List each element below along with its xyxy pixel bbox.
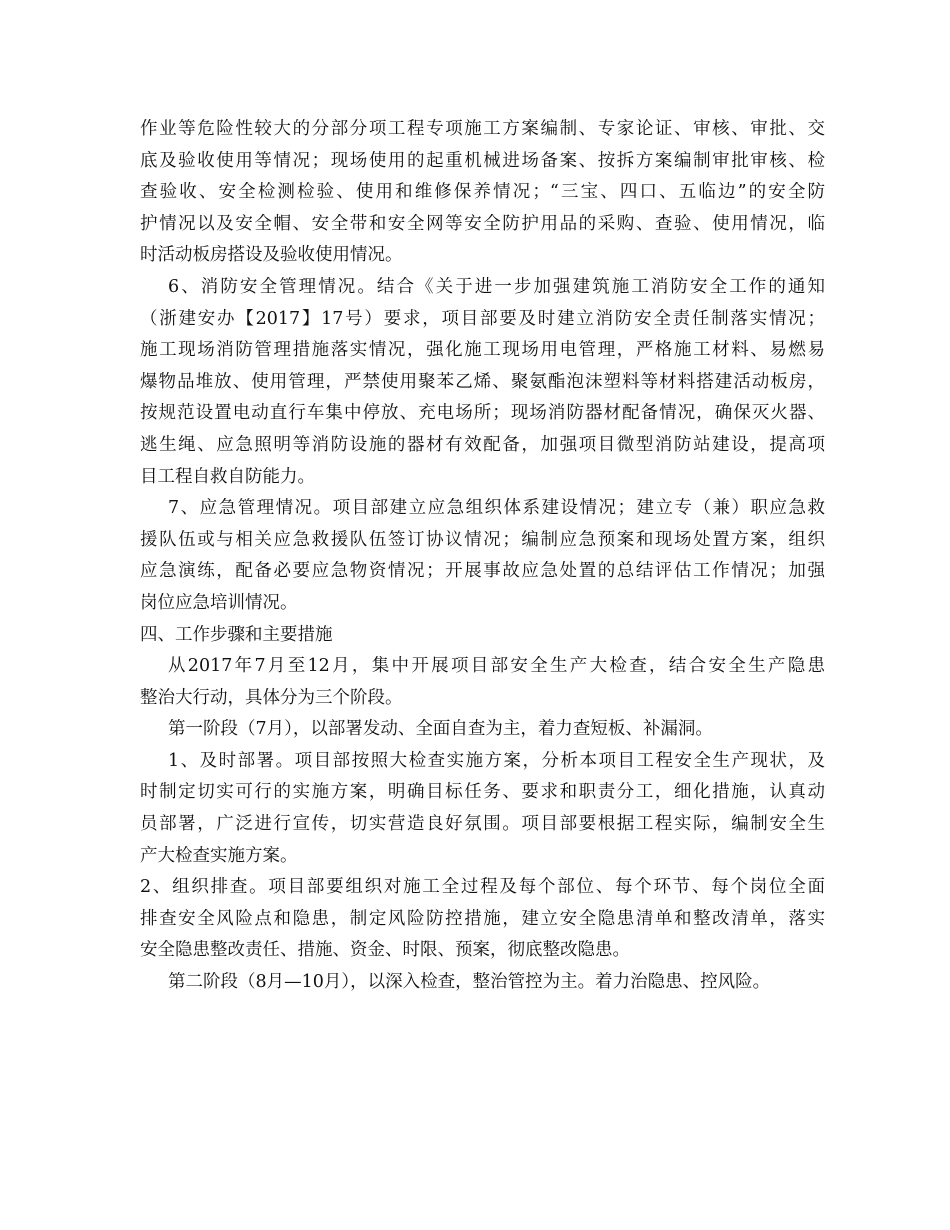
text-line: 整治大行动，具体分为三个阶段。 bbox=[140, 687, 403, 708]
text-line: 护情况以及安全帽、安全带和安全网等安全防护用品的采购、查验、使用情况，临 bbox=[140, 213, 825, 234]
text-line: 从2017年7月至12月，集中开展项目部安全生产大检查，结合安全生产隐患 bbox=[168, 656, 825, 677]
text-line: 爆物品堆放、使用管理，严禁使用聚苯乙烯、聚氨酯泡沫塑料等材料搭建活动板房， bbox=[140, 371, 825, 392]
text-line: （浙建安办【2017】17号）要求，项目部要及时建立消防安全责任制落实情况； bbox=[140, 308, 825, 329]
text-line: 目工程自救自防能力。 bbox=[140, 466, 315, 487]
document-body bbox=[140, 114, 825, 999]
text-line: 6、消防安全管理情况。结合《关于进一步加强建筑施工消防安全工作的通知 bbox=[168, 276, 825, 297]
text-line: 2、组织排查。项目部要组织对施工全过程及每个部位、每个环节、每个岗位全面 bbox=[140, 877, 825, 898]
text-line: 岗位应急培训情况。 bbox=[140, 592, 298, 613]
text-line: 7、应急管理情况。项目部建立应急组织体系建设情况；建立专（兼）职应急救 bbox=[168, 498, 825, 519]
text-line: 查验收、安全检测检验、使用和维修保养情况；“三宝、四口、五临边”的安全防 bbox=[140, 182, 825, 203]
text-line: 援队伍或与相关应急救援队伍签订协议情况；编制应急预案和现场处置方案，组织 bbox=[140, 529, 825, 550]
text-line: 四、工作步骤和主要措施 bbox=[140, 624, 333, 645]
text-line: 时活动板房搭设及验收使用情况。 bbox=[140, 245, 403, 266]
text-line: 产大检查实施方案。 bbox=[140, 845, 298, 866]
text-line: 逃生绳、应急照明等消防设施的器材有效配备，加强项目微型消防站建设，提高项 bbox=[140, 434, 825, 455]
text-line: 安全隐患整改责任、措施、资金、时限、预案，彻底整改隐患。 bbox=[140, 940, 630, 961]
text-line: 底及验收使用等情况；现场使用的起重机械进场备案、按拆方案编制审批审核、检 bbox=[140, 150, 825, 171]
text-line: 施工现场消防管理措施落实情况，强化施工现场用电管理，严格施工材料、易燃易 bbox=[140, 340, 825, 361]
text-line: 员部署，广泛进行宣传，切实营造良好氛围。项目部要根据工程实际，编制安全生 bbox=[140, 814, 825, 835]
text-line: 排查安全风险点和隐患，制定风险防控措施，建立安全隐患清单和整改清单，落实 bbox=[140, 908, 825, 929]
text-line: 时制定切实可行的实施方案，明确目标任务、要求和职责分工，细化措施，认真动 bbox=[140, 782, 825, 803]
text-line: 按规范设置电动直行车集中停放、充电场所；现场消防器材配备情况，确保灭火器、 bbox=[140, 403, 825, 424]
text-line: 第二阶段（8月—10月），以深入检查，整治管控为主。着力治隐患、控风险。 bbox=[168, 972, 771, 993]
text-line: 应急演练，配备必要应急物资情况；开展事故应急处置的总结评估工作情况；加强 bbox=[140, 561, 825, 582]
text-line: 作业等危险性较大的分部分项工程专项施工方案编制、专家论证、审核、审批、交 bbox=[140, 119, 825, 139]
text-line: 第一阶段（7月），以部署发动、全面自查为主，着力查短板、补漏洞。 bbox=[168, 719, 713, 740]
text-line: 1、及时部署。项目部按照大检查实施方案，分析本项目工程安全生产现状，及 bbox=[168, 750, 825, 771]
